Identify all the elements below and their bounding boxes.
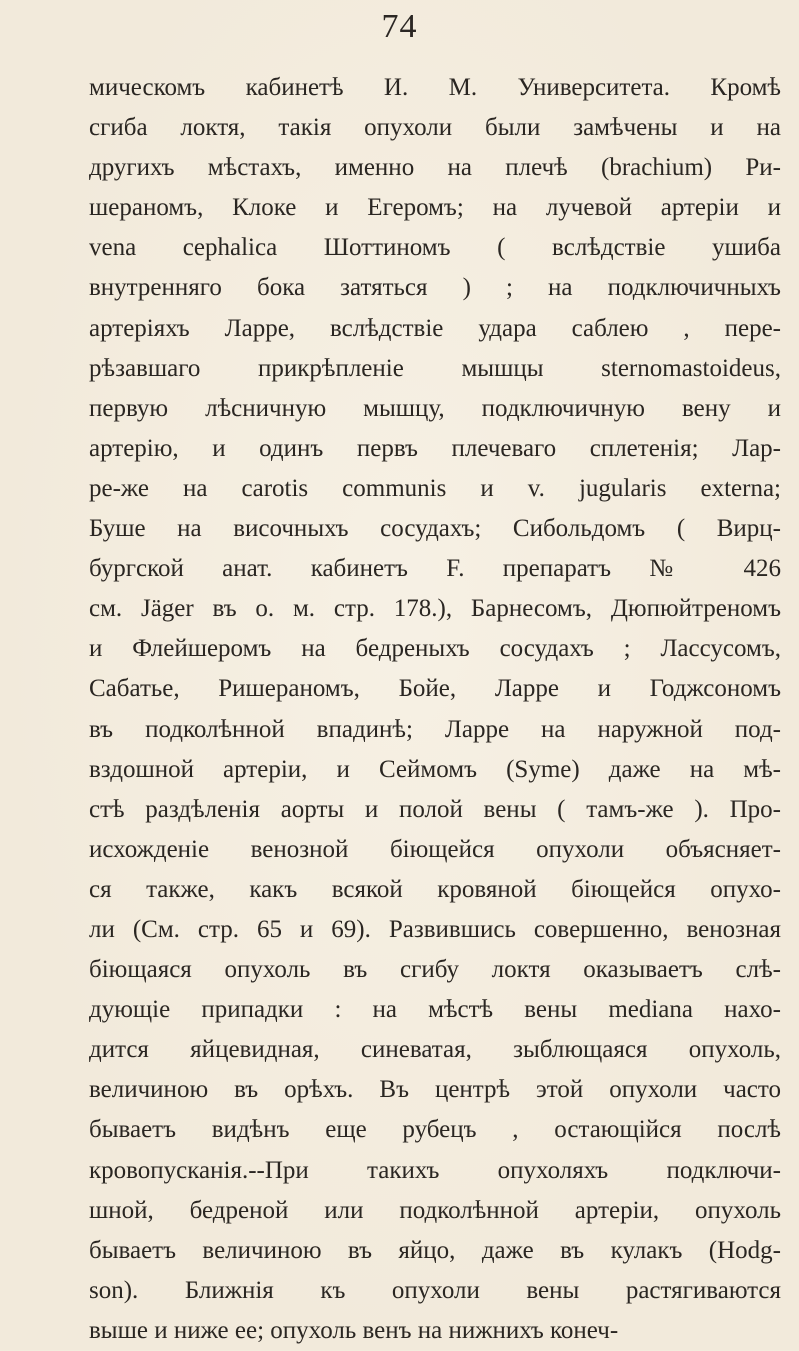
text-line: и Флейшеромъ на бедреныхъ сосудахъ ; Лассусомъ, [89,635,781,663]
page-number: 74 [381,8,418,45]
text-line: Сабатье, Ришераномъ, Бойе, Ларре и Годжсономъ [89,675,781,703]
text-line: выше и ниже ее; опухоль венъ на нижнихъ конеч- [89,1316,619,1344]
body-text [89,68,781,1351]
text-line: бываетъ видѣнъ еще рубецъ , остающійся послѣ [89,1116,781,1144]
text-line: Буше на височныхъ сосудахъ; Сибольдомъ ( Вирц- [89,515,781,543]
text-line: артеріяхъ Ларре, вслѣдствіе удара саблею , пере- [89,314,781,342]
text-line: стѣ раздѣленія аорты и полой вены ( тамъ-же ). Про- [89,795,781,823]
text-line: ся также, какъ всякой кровяной біющейся опухо- [89,875,781,903]
text-line: исхожденіе венозной біющейся опухоли объясняет- [89,835,781,863]
text-line: шераномъ, Клоке и Егеромъ; на лучевой артеріи и [89,194,781,222]
text-line: бургской анат. кабинетъ F. препаратъ № 426 [89,555,781,583]
text-line: сгиба локтя, такія опухоли были замѣчены и на [89,114,781,142]
text-line: въ подколѣнной впадинѣ; Ларре на наружной под- [89,715,781,743]
text-line: артерію, и одинъ первъ плечеваго сплетенія; Лар- [89,434,781,462]
text-line: дующіе припадки : на мѣстѣ вены mediana нахо- [89,996,781,1024]
text-line: кровопусканія.--При такихъ опухоляхъ подключи- [89,1156,781,1184]
text-line: вздошной артеріи, и Сеймомъ (Syme) даже на мѣ- [89,755,781,783]
text-line: см. Jäger въ о. м. стр. 178.), Барнесомъ, Дюпюйтреномъ [89,595,781,623]
text-line: величиною въ орѣхъ. Въ центрѣ этой опухоли часто [89,1076,781,1104]
text-line: рѣзавшаго прикрѣпленіе мышцы sternomastoideus, [89,354,781,382]
text-line: первую лѣсничную мышцу, подключичную вену и [89,394,781,422]
text-line: son). Ближнія къ опухоли вены растягиваются [89,1276,781,1304]
text-line: біющаяся опухоль въ сгибу локтя оказываетъ слѣ- [89,956,781,984]
text-line: внутренняго бока затяться ) ; на подключичныхъ [89,274,781,302]
text-line: ли (См. стр. 65 и 69). Развившись совершенно, венозная [89,915,781,943]
text-line: шной, бедреной или подколѣнной артеріи, опухоль [89,1196,781,1224]
text-line: ре-же на carotis communis и v. jugularis externa; [89,474,781,502]
text-line: vena cephalica Шоттиномъ ( вслѣдствіе ушиба [89,234,781,262]
text-line: другихъ мѣстахъ, именно на плечѣ (brachium) Ри- [89,154,781,182]
text-line: бываетъ величиною въ яйцо, даже въ кулакъ (Hodg- [89,1236,781,1264]
text-line: мическомъ кабинетѣ И. М. Университета. Кромѣ [89,74,781,101]
text-line: дится яйцевидная, синеватая, зыблющаяся опухоль, [89,1036,781,1064]
